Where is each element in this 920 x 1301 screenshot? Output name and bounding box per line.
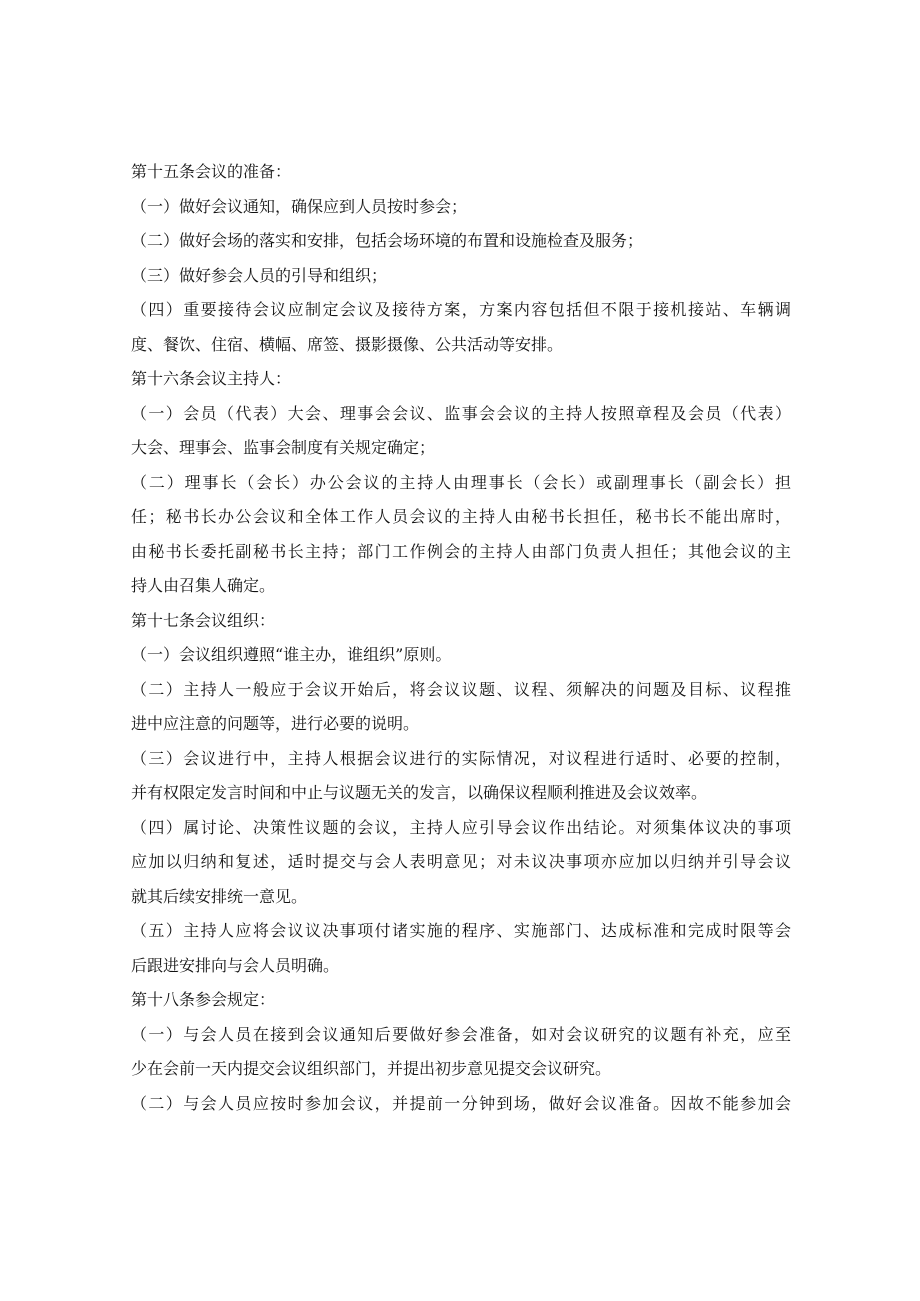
text-line: （二）做好会场的落实和安排，包括会场环境的布置和设施检查及服务； [131, 231, 644, 250]
text-line: （一）会员（代表）大会、理事会会议、监事会会议的主持人按照章程及会员（代表） [131, 403, 791, 423]
text-line: （五）主持人应将会议议决事项付诸实施的程序、实施部门、达成标准和完成时限等会 [131, 921, 791, 940]
text-line: （二）与会人员应按时参加会议，并提前一分钟到场，做好会议准备。因故不能参加会 [131, 1093, 791, 1113]
text-line: 大会、理事会、监事会制度有关规定确定； [131, 438, 436, 457]
text-line: 第十五条会议的准备： [131, 162, 292, 181]
text-line: （三）做好参会人员的引导和组织； [131, 265, 388, 285]
text-line: 并有权限定发言时间和中止与议题无关的发言，以确保议程顺利推进及会议效率。 [131, 783, 708, 802]
text-line: 应加以归纳和复述，适时提交与会人表明意见；对未议决事项亦应加以归纳并引导会议 [131, 852, 791, 871]
text-line: 由秘书长委托副秘书长主持；部门工作例会的主持人由部门负责人担任；其他会议的主 [131, 541, 791, 561]
text-line: （三）会议进行中，主持人根据会议进行的实际情况，对议程进行适时、必要的控制， [131, 748, 791, 768]
text-line: 度、餐饮、住宿、横幅、席签、摄影摄像、公共活动等安排。 [131, 334, 564, 354]
text-line: 任；秘书长办公会议和全体工作人员会议的主持人由秘书长担任，秘书长不能出席时， [131, 507, 791, 526]
text-line: （一）与会人员在接到会议通知后要做好参会准备，如对会议研究的议题有补充，应至 [131, 1024, 791, 1044]
text-line: 后跟进安排向与会人员明确。 [131, 955, 340, 975]
text-line: 第十六条会议主持人： [131, 369, 292, 388]
text-line: 第十八条参会规定： [131, 990, 276, 1009]
text-line: 少在会前一天内提交会议组织部门，并提出初步意见提交会议研究。 [131, 1059, 612, 1078]
text-line: 就其后续安排统一意见。 [131, 886, 308, 906]
text-line: （四）重要接待会议应制定会议及接待方案，方案内容包括但不限于接机接站、车辆调 [131, 300, 791, 319]
text-line: 进中应注意的问题等，进行必要的说明。 [131, 714, 420, 733]
text-line: （四）属讨论、决策性议题的会议，主持人应引导会议作出结论。对须集体议决的事项 [131, 817, 791, 837]
text-line: （二）理事长（会长）办公会议的主持人由理事长（会长）或副理事长（副会长）担 [131, 472, 791, 492]
text-line: 第十七条会议组织： [131, 610, 276, 630]
text-line: （一）做好会议通知，确保应到人员按时参会； [131, 196, 468, 216]
text-line: （二）主持人一般应于会议开始后，将会议议题、议程、须解决的问题及目标、议程推 [131, 679, 791, 699]
document-body [131, 155, 791, 1121]
text-line: （一）会议组织遵照“谁主办，谁组织”原则。 [131, 645, 452, 664]
text-line: 持人由召集人确定。 [131, 576, 276, 595]
